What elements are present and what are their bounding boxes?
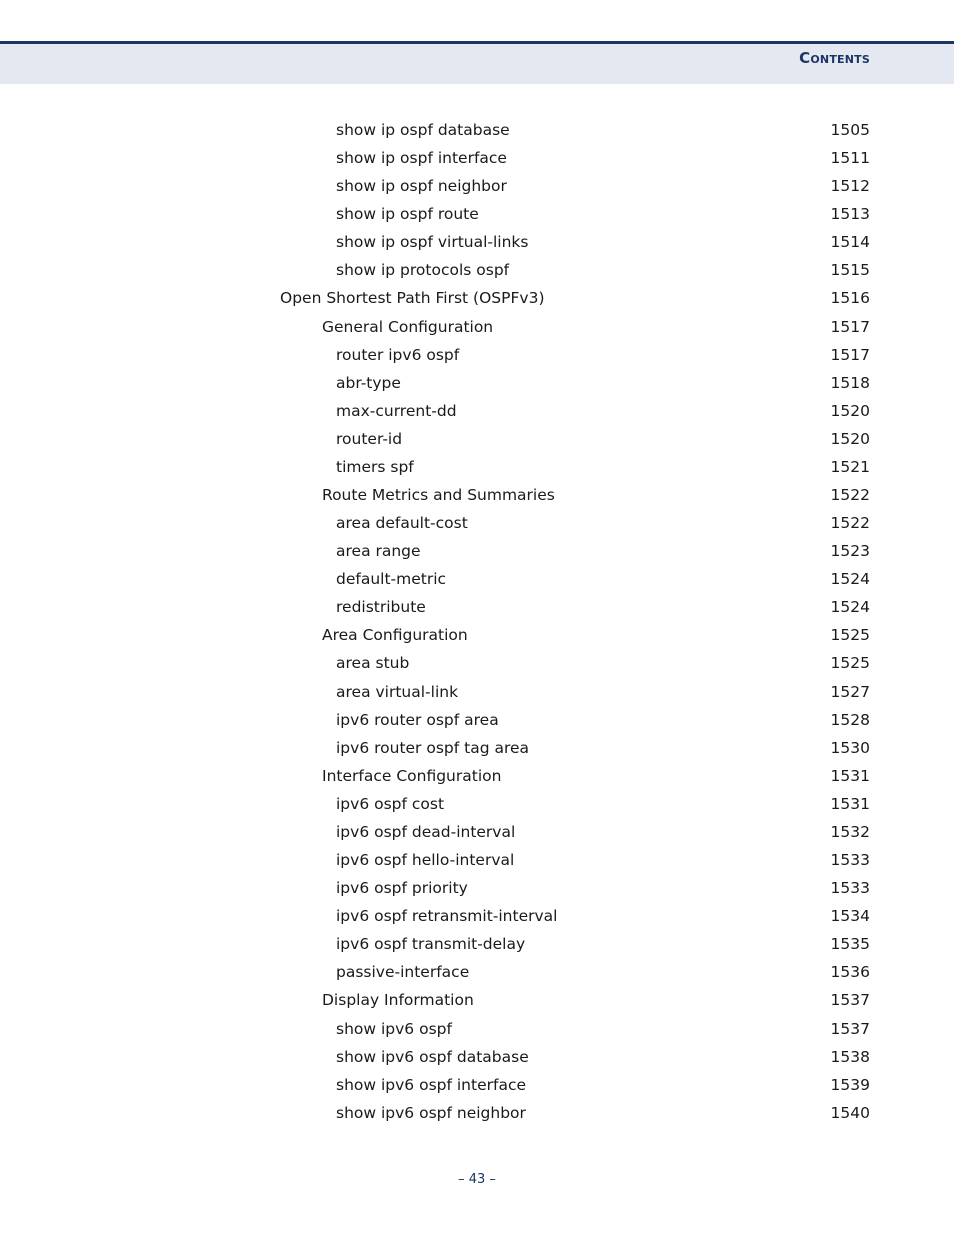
toc-entry-page: 1511 xyxy=(830,149,870,168)
toc-entry-label: show ipv6 ospf neighbor xyxy=(336,1103,526,1122)
toc-entry-label: router-id xyxy=(336,429,403,448)
toc-entry-label: area range xyxy=(336,542,421,561)
toc-entry-page: 1537 xyxy=(830,991,870,1010)
toc-entry[interactable] xyxy=(0,397,954,425)
toc-entry[interactable] xyxy=(0,1099,954,1127)
toc-entry-label: ipv6 ospf priority xyxy=(336,879,468,898)
toc-entry[interactable] xyxy=(0,818,954,846)
toc-entry-page: 1513 xyxy=(830,205,870,224)
toc-entry-page: 1520 xyxy=(830,401,870,420)
toc-entry[interactable] xyxy=(0,313,954,341)
toc-entry-page: 1512 xyxy=(830,177,870,196)
toc-entry-page: 1531 xyxy=(830,766,870,785)
toc-entry-label: ipv6 router ospf tag area xyxy=(336,738,530,757)
toc-entry[interactable] xyxy=(0,706,954,734)
toc-entry[interactable] xyxy=(0,874,954,902)
toc-entry-page: 1537 xyxy=(830,1019,870,1038)
toc-entry[interactable] xyxy=(0,369,954,397)
toc-entry-label: General Configuration xyxy=(322,317,494,336)
toc-entry-label: area virtual-link xyxy=(336,682,459,701)
toc-entry[interactable] xyxy=(0,1071,954,1099)
header-title: Contents xyxy=(799,49,870,67)
toc-entry[interactable] xyxy=(0,200,954,228)
toc-entry[interactable] xyxy=(0,565,954,593)
toc-entry[interactable] xyxy=(0,902,954,930)
toc-entry-page: 1536 xyxy=(830,963,870,982)
toc-entry-page: 1505 xyxy=(830,121,870,139)
toc-entry-label: Display Information xyxy=(322,991,474,1010)
toc-entry-page: 1525 xyxy=(830,626,870,645)
toc-entry-label: ipv6 ospf cost xyxy=(336,794,445,813)
toc-entry-page: 1538 xyxy=(830,1047,870,1066)
toc-entry[interactable] xyxy=(0,537,954,565)
toc-entry-page: 1533 xyxy=(830,879,870,898)
toc-entry[interactable] xyxy=(0,790,954,818)
toc-entry-page: 1521 xyxy=(830,457,870,476)
table-of-contents xyxy=(0,116,954,1127)
toc-entry-label: default-metric xyxy=(336,570,447,589)
toc-entry-label: area stub xyxy=(336,654,410,673)
toc-entry[interactable] xyxy=(0,481,954,509)
toc-entry-label: ipv6 router ospf area xyxy=(336,710,499,729)
toc-entry-page: 1517 xyxy=(830,317,870,336)
toc-entry[interactable] xyxy=(0,116,954,144)
toc-entry-label: abr-type xyxy=(336,373,401,392)
toc-entry-page: 1517 xyxy=(830,345,870,364)
toc-entry-label: show ip ospf database xyxy=(336,121,510,139)
toc-entry-label: show ipv6 ospf interface xyxy=(336,1075,527,1094)
toc-entry[interactable] xyxy=(0,172,954,200)
toc-entry-page: 1528 xyxy=(830,710,870,729)
toc-entry-label: Open Shortest Path First (OSPFv3) xyxy=(280,289,545,308)
toc-entry-label: show ip ospf virtual-links xyxy=(336,233,529,252)
toc-entry[interactable] xyxy=(0,284,954,312)
toc-entry[interactable] xyxy=(0,144,954,172)
toc-entry[interactable] xyxy=(0,649,954,677)
toc-entry-page: 1524 xyxy=(830,570,870,589)
toc-entry-page: 1522 xyxy=(830,514,870,533)
toc-entry-page: 1533 xyxy=(830,851,870,870)
toc-entry-label: ipv6 ospf dead-interval xyxy=(336,822,516,841)
toc-entry-page: 1520 xyxy=(830,429,870,448)
toc-entry[interactable] xyxy=(0,621,954,649)
toc-entry-label: max-current-dd xyxy=(336,401,457,420)
toc-entry-page: 1530 xyxy=(830,738,870,757)
toc-entry[interactable] xyxy=(0,762,954,790)
toc-entry-page: 1522 xyxy=(830,486,870,505)
toc-entry[interactable] xyxy=(0,958,954,986)
toc-entry-page: 1516 xyxy=(830,289,870,308)
toc-entry-label: timers spf xyxy=(336,457,414,476)
toc-entry[interactable] xyxy=(0,256,954,284)
toc-entry[interactable] xyxy=(0,846,954,874)
toc-entry-label: show ip ospf route xyxy=(336,205,479,224)
toc-entry[interactable] xyxy=(0,593,954,621)
toc-entry-page: 1524 xyxy=(830,598,870,617)
toc-entry-label: Route Metrics and Summaries xyxy=(322,486,555,505)
toc-entry[interactable] xyxy=(0,1043,954,1071)
toc-entry-page: 1534 xyxy=(830,907,870,926)
page-number: – 43 – xyxy=(458,1172,496,1187)
toc-entry[interactable] xyxy=(0,341,954,369)
toc-entry-page: 1518 xyxy=(830,373,870,392)
toc-entry-label: show ip protocols ospf xyxy=(336,261,510,280)
toc-entry-page: 1525 xyxy=(830,654,870,673)
page-header xyxy=(0,41,954,84)
toc-entry[interactable] xyxy=(0,678,954,706)
toc-entry-label: show ip ospf neighbor xyxy=(336,177,507,196)
toc-entry[interactable] xyxy=(0,425,954,453)
toc-entry-label: ipv6 ospf transmit-delay xyxy=(336,935,526,954)
toc-entry-page: 1514 xyxy=(830,233,870,252)
toc-entry[interactable] xyxy=(0,453,954,481)
toc-entry-page: 1523 xyxy=(830,542,870,561)
toc-entry-page: 1535 xyxy=(830,935,870,954)
toc-entry[interactable] xyxy=(0,509,954,537)
toc-entry-label: passive-interface xyxy=(336,963,470,982)
toc-entry-label: area default-cost xyxy=(336,514,468,533)
toc-entry-page: 1540 xyxy=(830,1103,870,1122)
toc-entry[interactable] xyxy=(0,930,954,958)
toc-entry-label: redistribute xyxy=(336,598,426,617)
toc-entry-label: router ipv6 ospf xyxy=(336,345,460,364)
toc-entry[interactable] xyxy=(0,1015,954,1043)
toc-entry-label: Interface Configuration xyxy=(322,766,502,785)
toc-entry-page: 1527 xyxy=(830,682,870,701)
toc-entry-page: 1515 xyxy=(830,261,870,280)
toc-entry-label: show ipv6 ospf database xyxy=(336,1047,529,1066)
toc-entry[interactable] xyxy=(0,734,954,762)
toc-entry-page: 1531 xyxy=(830,794,870,813)
toc-entry-page: 1539 xyxy=(830,1075,870,1094)
toc-entry-label: ipv6 ospf hello-interval xyxy=(336,851,515,870)
toc-entry-label: show ipv6 ospf xyxy=(336,1019,452,1038)
toc-entry[interactable] xyxy=(0,986,954,1014)
toc-entry-label: show ip ospf interface xyxy=(336,149,507,168)
toc-entry[interactable] xyxy=(0,228,954,256)
toc-entry-label: ipv6 ospf retransmit-interval xyxy=(336,907,558,926)
toc-entry-page: 1532 xyxy=(830,822,870,841)
toc-entry-label: Area Configuration xyxy=(322,626,468,645)
